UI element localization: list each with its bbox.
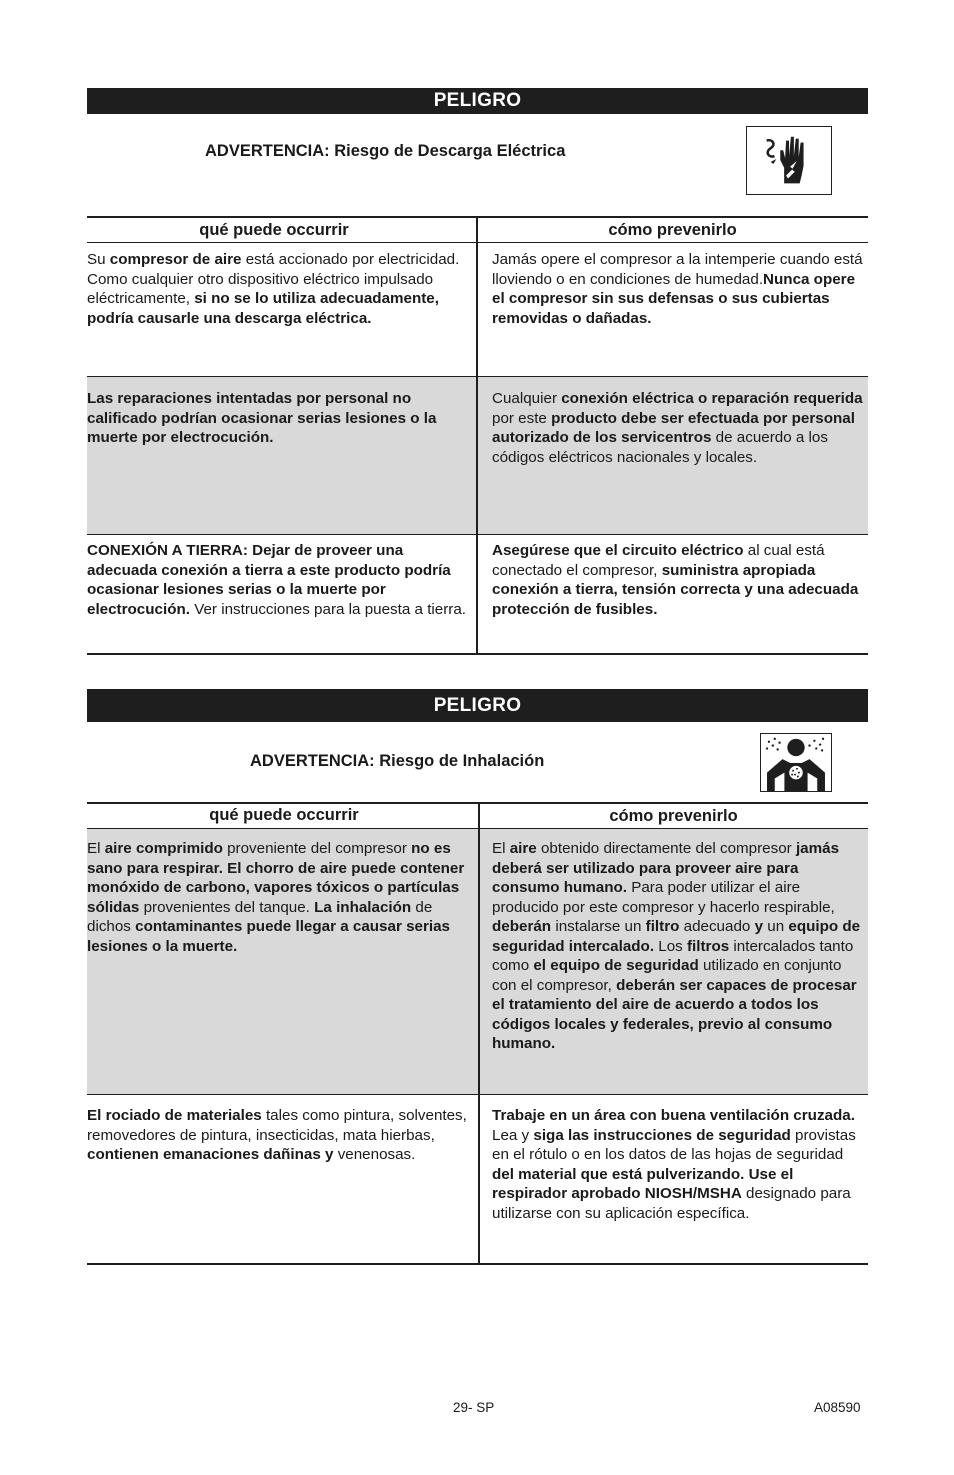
text-run: Cualquier — [492, 390, 562, 407]
page-number: 29- SP — [453, 1400, 495, 1415]
text-run: Nunca opere el compresor sin sus defensas o sus cubiertas removidas o dañadas. — [492, 270, 856, 327]
text-run: no es sano para respirar. El chorro de aire puede contener monóxido de carbono, vapores tóxicos o partículas sólidas — [87, 840, 465, 916]
text-run: adecuado — [679, 918, 755, 935]
section-inhalation — [87, 689, 868, 1269]
text-run: obtenido directamente del compresor — [536, 840, 796, 857]
text-run: siga las instrucciones de seguridad — [533, 1126, 791, 1144]
text-run: provistas en el rótulo o en los datos de las hojas de seguridad — [492, 1126, 856, 1163]
text-run: conexión eléctrica o reparación requerida — [561, 390, 863, 407]
column-header-what: qué puede occurrir — [199, 221, 349, 239]
row-cause — [87, 829, 478, 1094]
text-run: equipo de seguridad intercalado. — [492, 918, 861, 955]
text-run: Lea y — [492, 1126, 534, 1144]
danger-banner: PELIGRO — [87, 88, 868, 114]
text-run: aire comprimido — [104, 840, 223, 857]
text-run: El rociado de materiales — [87, 1107, 262, 1124]
column-header-what: qué puede occurrir — [209, 806, 359, 824]
text-run: tales como pintura, solventes, removedores de pintura, insecticidas, mata hierbas, — [87, 1107, 467, 1144]
column-header-prevent: cómo prevenirlo — [608, 221, 737, 239]
text-run: filtros — [686, 937, 730, 955]
hazard-table — [87, 802, 868, 1268]
section-electric — [87, 88, 868, 658]
text-run: suministra apropiada conexión a tierra, tensión correcta y una adecuada protección de fusibles. — [492, 561, 859, 618]
column-header-prevent: cómo prevenirlo — [609, 807, 738, 825]
text-run: intercalados tanto como — [492, 937, 854, 974]
text-run: jamás deberá ser utilizado para proveer aire para consumo humano. — [492, 840, 840, 896]
text-run: designado para utilizarse con su aplicación específica. — [492, 1185, 851, 1222]
text-run: está accionado por electricidad. Como cualquier otro dispositivo eléctrico impulsado eléctricamente, — [87, 251, 460, 307]
text-run: Jamás opere el compresor a la intemperie cuando está lloviendo o en condiciones de humedad. — [492, 251, 863, 288]
text-run: de dichos — [87, 898, 433, 935]
text-run: Trabaje en un área con buena ventilación cruzada. — [492, 1107, 855, 1124]
row-prevention — [480, 829, 868, 1094]
text-run: utilizado en conjunto con el compresor, — [492, 957, 842, 994]
text-run: Los — [654, 937, 687, 955]
text-run: el equipo de seguridad — [533, 957, 699, 974]
danger-banner: PELIGRO — [87, 689, 868, 722]
text-run: instalarse un — [551, 918, 646, 935]
text-run: El — [492, 840, 510, 857]
text-run: CONEXIÓN A TIERRA: Dejar de proveer una adecuada conexión a tierra a este producto podría ocasionar lesiones serias o la muerte por electrocución. — [87, 542, 451, 618]
text-run: contaminantes puede llegar a causar serias lesiones o la muerte. — [87, 918, 450, 955]
text-run: por este — [492, 409, 552, 427]
text-run: Ver instrucciones para la puesta a tierra. — [189, 600, 467, 618]
row-cause — [87, 535, 476, 653]
inhalation-hazard-icon — [760, 733, 832, 792]
text-run: contienen emanaciones dañinas y — [87, 1146, 334, 1163]
warning-title: ADVERTENCIA: Riesgo de Inhalación — [250, 752, 545, 770]
hazard-table — [87, 216, 868, 656]
text-run: aire — [509, 840, 537, 857]
text-run: un — [763, 918, 789, 935]
text-run: Su — [87, 251, 110, 268]
text-run: Para poder utilizar el aire producido por este compresor y hacerlo respirable, — [492, 879, 835, 916]
row-prevention — [480, 1095, 868, 1263]
text-run: Las reparaciones intentadas por personal no calificado podrían ocasionar serias lesiones o la muerte por electrocución. — [87, 390, 437, 446]
document-code: A08590 — [814, 1400, 861, 1415]
text-run: Asegúrese que el circuito eléctrico — [492, 542, 744, 559]
text-run: de acuerdo a los códigos eléctricos nacionales y locales. — [492, 429, 828, 466]
text-run: del material que está pulverizando. Use el respirador aprobado NIOSH/MSHA — [492, 1165, 794, 1202]
text-run: deberán — [492, 918, 552, 935]
text-run: si no se lo utiliza adecuadamente, podría causarle una descarga eléctrica. — [87, 290, 439, 327]
text-run: proveniente del compresor — [222, 840, 412, 857]
row-prevention — [478, 377, 868, 534]
text-run: La inhalación — [314, 898, 412, 916]
text-run: producto debe ser efectuada por personal autorizado de los servicentros — [492, 409, 855, 446]
row-cause — [87, 377, 476, 534]
text-run: deberán ser capaces de procesar el tratamiento del aire de acuerdo a todos los códigos locales y federales, previo al consumo humano. — [492, 976, 857, 1052]
text-run: filtro — [645, 918, 680, 935]
text-run: y — [754, 918, 764, 935]
row-cause — [87, 1095, 478, 1263]
warning-title: ADVERTENCIA: Riesgo de Descarga Eléctrica — [205, 142, 566, 160]
text-run: provenientes del tanque. — [139, 898, 315, 916]
row-prevention — [478, 535, 868, 653]
electric-shock-icon — [746, 126, 832, 195]
row-prevention — [478, 243, 868, 376]
text-run: al cual está conectado el compresor, — [492, 542, 825, 579]
text-run: El — [87, 840, 105, 857]
text-run: compresor de aire — [109, 251, 242, 268]
text-run: venenosas. — [333, 1146, 416, 1163]
row-cause — [87, 243, 476, 376]
